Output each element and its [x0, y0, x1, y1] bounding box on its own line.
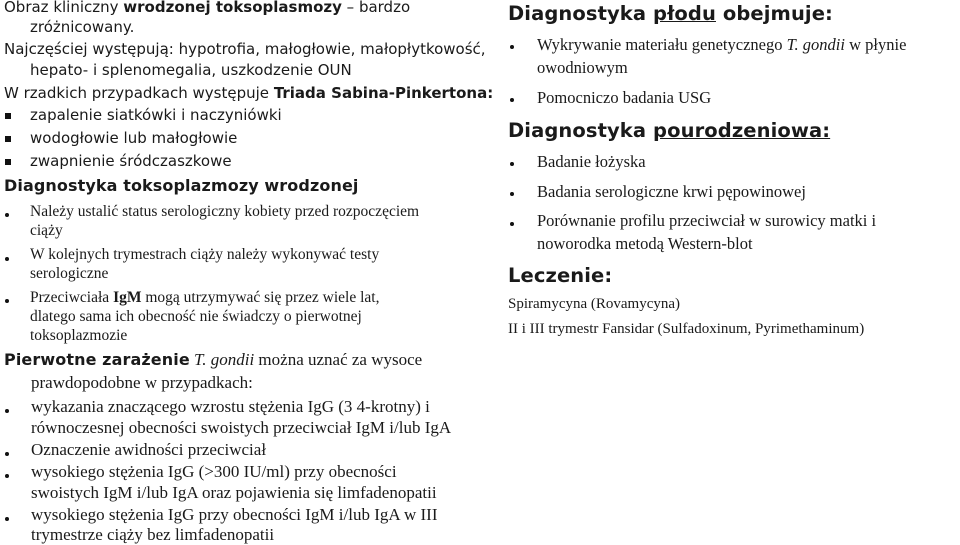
- square-bullet-icon: [5, 159, 11, 165]
- primary-b3-line-2: swoistych IgM i/lub IgA oraz pojawienia się limfadenopatii: [31, 483, 437, 502]
- diag-item-2-line-1: W kolejnych trymestrach ciąży należy wykonywać testy: [30, 246, 380, 263]
- postnatal-b2: Badania serologiczne krwi pępowinowej: [537, 182, 806, 201]
- fetal-heading-suffix: obejmuje:: [715, 2, 833, 25]
- diag-item-3-text-suffix: mogą utrzymywać się przez wiele lat,: [141, 289, 380, 306]
- bullet-icon: [510, 162, 514, 166]
- intro-line-2: zróżnicowany.: [30, 18, 135, 36]
- intro-text: Obraz kliniczny: [4, 0, 124, 16]
- diag-item-3-line-1: [30, 289, 379, 307]
- primary-b3-line-1: wysokiego stężenia IgG (>300 IU/ml) przy obecności: [31, 462, 397, 481]
- triad-item-2: wodogłowie lub małogłowie: [30, 129, 238, 147]
- primary-infection-title: Pierwotne zarażenie: [4, 350, 190, 369]
- triad-item-3: zwapnienie śródczaszkowe: [30, 152, 232, 170]
- triad-item-1: zapalenie siatkówki i naczyniówki: [30, 106, 282, 124]
- fetal-b2: Pomocniczo badania USG: [537, 88, 712, 107]
- bullet-icon: [5, 517, 9, 521]
- treatment-line-1: Spiramycyna (Rovamycyna): [508, 296, 681, 312]
- postnatal-diagnostics-heading: [508, 119, 830, 142]
- postnatal-b3-line-2: noworodka metodą Western-blot: [537, 234, 753, 253]
- postnatal-heading-text: Diagnostyka: [508, 119, 654, 142]
- diag-item-3-line-3: toksoplazmozie: [30, 327, 128, 344]
- diag-item-2-line-2: serologiczne: [30, 265, 109, 282]
- primary-infection-heading: [4, 350, 422, 370]
- pathogen-name: T. gondii: [189, 350, 255, 369]
- primary-b4-line-1: wysokiego stężenia IgG przy obecności IgM i/lub IgA w III: [31, 505, 438, 524]
- primary-b2-line-1: Oznaczenie awidności przeciwciał: [31, 440, 267, 459]
- bullet-icon: [510, 98, 514, 102]
- bullet-icon: [5, 257, 9, 261]
- triad-title: Triada Sabina-Pinkertona:: [273, 84, 494, 102]
- fetal-heading-underlined: płodu: [653, 2, 716, 25]
- intro-line-4: hepato- i splenomegalia, uszkodzenie OUN: [30, 61, 352, 79]
- bullet-icon: [5, 474, 9, 478]
- fetal-diagnostics-heading: [508, 2, 833, 25]
- postnatal-b3-line-1: Porównanie profilu przeciwciał w surowicy matki i: [537, 211, 877, 230]
- fetal-b1-line-2: owodniowym: [537, 58, 628, 77]
- diag-item-1-line-2: ciąży: [30, 222, 63, 239]
- intro-text: W rzadkich przypadkach występuje: [4, 84, 274, 102]
- primary-b1-line-2: równoczesnej obecności swoistych przeciwciał IgM i/lub IgA: [31, 418, 452, 437]
- fetal-b1-text: Wykrywanie materiału genetycznego: [537, 35, 787, 54]
- diagnostics-heading: Diagnostyka toksoplazmozy wrodzonej: [4, 176, 359, 195]
- postnatal-heading-underlined: pourodzeniowa:: [653, 119, 831, 142]
- fetal-b1-suffix: w płynie: [844, 35, 907, 54]
- bullet-icon: [5, 299, 9, 303]
- square-bullet-icon: [5, 113, 11, 119]
- diag-item-3-line-2: dlatego sama ich obecność nie świadczy o pierwotnej: [30, 308, 362, 325]
- bullet-icon: [510, 192, 514, 196]
- bullet-icon: [5, 452, 9, 456]
- primary-infection-line-2: prawdopodobne w przypadkach:: [31, 373, 253, 392]
- diag-item-1-line-1: Należy ustalić status serologiczny kobiety przed rozpoczęciem: [30, 203, 420, 220]
- bullet-icon: [510, 222, 514, 226]
- igm-term: IgM: [113, 289, 142, 306]
- bullet-icon: [5, 213, 9, 217]
- intro-line-3: Najczęściej występują: hypotrofia, małogłowie, małopłytkowość,: [4, 40, 486, 58]
- intro-bold-term: wrodzonej toksoplasmozy: [123, 0, 342, 16]
- bullet-icon: [5, 409, 9, 413]
- bullet-icon: [510, 45, 514, 49]
- diag-item-3-text: Przeciwciała: [30, 289, 114, 306]
- intro-text-suffix: – bardzo: [341, 0, 411, 16]
- square-bullet-icon: [5, 136, 11, 142]
- pathogen-name: T. gondii: [786, 35, 845, 54]
- fetal-heading-text: Diagnostyka: [508, 2, 654, 25]
- primary-infection-text: można uznać za wysoce: [254, 350, 423, 369]
- postnatal-b1: Badanie łożyska: [537, 152, 646, 171]
- fetal-b1-line-1: [537, 35, 906, 55]
- intro-line-5: [4, 84, 493, 102]
- treatment-heading: Leczenie:: [508, 264, 613, 287]
- intro-line-1: [4, 0, 410, 16]
- primary-b4-line-2: trymestrze ciąży bez limfadenopatii: [31, 525, 275, 544]
- primary-b1-line-1: wykazania znaczącego wzrostu stężenia IgG (3 4-krotny) i: [31, 397, 430, 416]
- treatment-line-2: II i III trymestr Fansidar (Sulfadoxinum, Pyrimethaminum): [508, 321, 865, 337]
